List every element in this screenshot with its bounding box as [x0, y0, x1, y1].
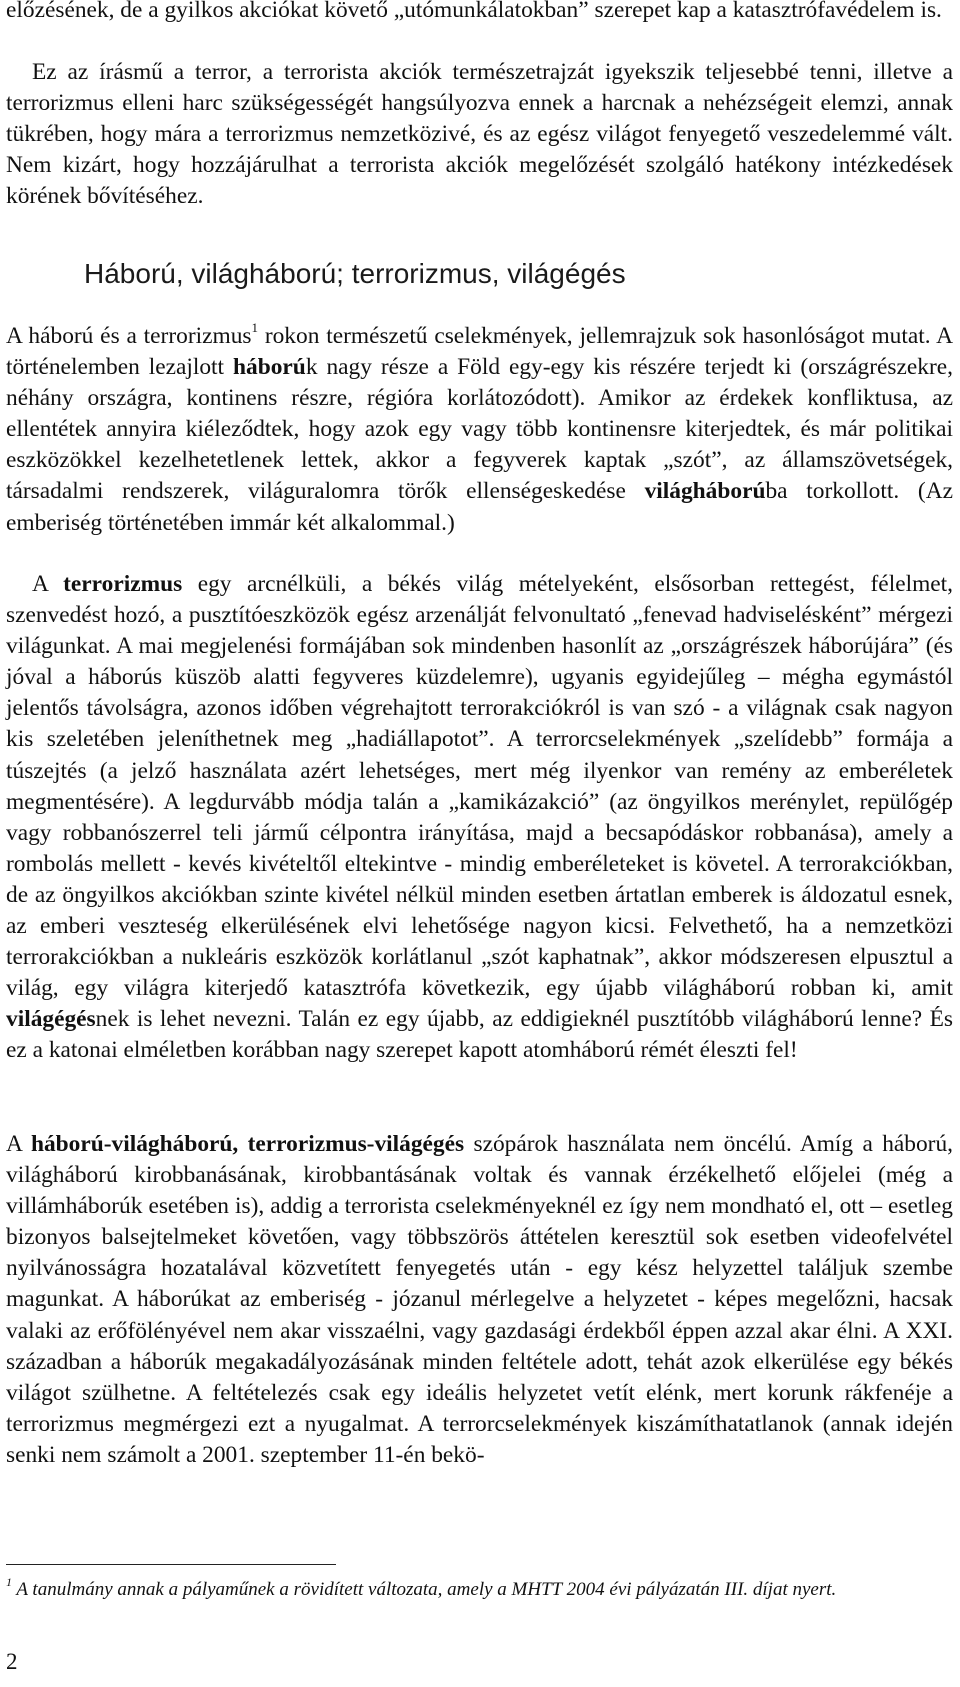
paragraph-intro	[6, 57, 953, 212]
text-run: A háború és a terrorizmus	[6, 323, 252, 349]
paragraph-war	[6, 321, 953, 539]
section-heading: Háború, világháború; terrorizmus, világégés	[84, 258, 626, 289]
footnote-text: A tanulmány annak a pályaműnek a rövidített változata, amely a MHTT 2004 évi pályázatán III. díjat nyert.	[12, 1579, 837, 1600]
paragraph-continuation	[6, 0, 953, 26]
footnote-separator	[6, 1564, 336, 1565]
text-run: nek is lehet nevezni. Talán ez egy újabb, az eddigieknél pusztítóbb világháború lenne? És ez a katonai elméletben korábban nagy szerepet kapott atomháború rémét éleszti fel!	[6, 1006, 953, 1064]
paragraph-text	[6, 321, 953, 539]
bold-term: háború-világháború, terrorizmus-világégés	[30, 1131, 465, 1157]
text-run: k nagy része a Föld egy-egy kis részére terjedt ki (országrészekre, néhány országra, kontinens részre, régióra korlátozódott). Amikor az érdekek konfliktusa, az ellentétek annyira kiéleződtek, hogy azok egy vagy több kontinensre kiterjedtek, és már politikai eszközökkel kezelhetetlenek lettek, akkor a fegyverek kaptak „szót”, az államszövetségek, társadalmi rendszerek, világuralomra törők ellenségeskedése	[6, 354, 953, 505]
paragraph-text: előzésének, de a gyilkos akciókat követő „utómunkálatokban” szerepet kap a katasztrófavédelem is.	[6, 0, 942, 23]
paragraph-terrorism	[6, 569, 953, 1067]
paragraph-word-pairs	[6, 1129, 953, 1471]
paragraph-text	[6, 1129, 953, 1471]
bold-term: terrorizmus	[63, 571, 183, 597]
footnote-marker: 1	[251, 320, 258, 336]
bold-term: világégés	[6, 1006, 96, 1033]
page-number: 2	[6, 1649, 18, 1674]
bold-term: háború	[233, 354, 306, 381]
paragraph-text: Ez az írásmű a terror, a terrorista akciók természetrajzát igyekszik teljesebbé tenni, illetve a terrorizmus elleni harc szükségességét hangsúlyozva ennek a harcnak a nehézségeit elemzi, annak tükrében, hogy mára a terrorizmus nemzetközivé, és az egész világot fenyegető veszedelemmé vált. Nem kizárt, hogy hozzájárulhat a terrorista akciók megelőzését szolgáló hatékony intézkedések körének bővítéséhez.	[6, 59, 953, 210]
text-run: rokon természetű cselekmények, jellemrajzuk sok hasonlóságot mutat. A történelemben lezajlott	[6, 323, 953, 381]
text-run: egy arcnélküli, a békés világ mételyeként, elsősorban rettegést, félelmet, szenvedést hozó, a pusztítóeszközök egész arzenálját felvonultató „fenevad hadviselésként” mérgezi világunkat. A mai megjelenési formájában sok mindenben hasonlít az „országrészek háborújára” (és jóval a háborús küszöb alatti fegyveres küzdelemre), ugyanis egyidejűleg – mégha egymástól jelentős távolságra, azonos időben végrehajtott terrorakciókról is van szó - a világnak csak nagyon kis szeletében jeleníthetnek meg „hadiállapotot”. A terrorcselekmények „szelídebb” formája a túszejtés (a jelző használata azért lehetséges, mert még ilyenkor van remény az emberéletek megmentésére). A legdurvább módja talán a „kamikázakció” (az öngyilkos merénylet, repülőgép vagy robbanószerrel teli jármű célpontra irányítása, majd a becsapódáskor robbanása), amely a rombolás mellett - kevés kivételtől eltekintve - mindig emberéleteket is követel. A terrorakciókban, de az öngyilkos akciókban szinte kivétel nélkül minden esetben ártatlan emberek is áldozatul esnek, az emberi veszteség elkerülésének elvi lehetősége nagyon kicsi. Felvethető, ha a nemzetközi terrorakciókban a nukleáris eszközök korlátlanul „szót kaphatnak”, akkor módszeresen elpusztul a világ, egy világra kiterjedő katasztrófa következik, egy újabb világháború robban ki, amit	[6, 571, 953, 1002]
text-run: ba torkollott. (Az emberiség történetében immár két alkalommal.)	[6, 478, 953, 536]
text-run: szópárok használata nem öncélú. Amíg a háború, világháború kirobbanásának, kirobbantásának voltak és vannak érzékelhető előjelei (még a villámháborúk esetében is), addig a terrorista cselekményeknél ez így nem mondható el, ott – esetleg bizonyos balsejtelmeket követően, vagy többszörös áttételen keresztül sok esetben videofelvétel nyilvánosságra hozatalával közvetített fenyegetés után - egy kész helyzettel találjuk szembe magunkat. A háborúkat az emberiség - józanul mérlegelve a helyzetet - képes megelőzni, hacsak valaki az erőfölényével nem akar visszaélni, vagy gazdasági érdekből éppen azzal akar élni. A XXI. században a háborúk megakadályozásának minden feltétele adott, tehát azok elkerülése egy békés világot szülhetne. A feltételezés csak egy ideális helyzetet vetít elénk, mert korunk rákfenéje a terrorizmus megmérgezi ezt a nyugalmat. A terrorcselekmények kiszámíthatatlanok (annak idején senki nem számolt a 2001. szeptember 11-én bekö-	[6, 1131, 953, 1468]
bold-term: világháború	[644, 478, 766, 505]
footnote	[6, 1575, 951, 1605]
footnote-number: 1	[6, 1574, 12, 1589]
text-run: A	[32, 571, 64, 597]
paragraph-text	[6, 569, 953, 1067]
text-run: A	[6, 1131, 31, 1157]
